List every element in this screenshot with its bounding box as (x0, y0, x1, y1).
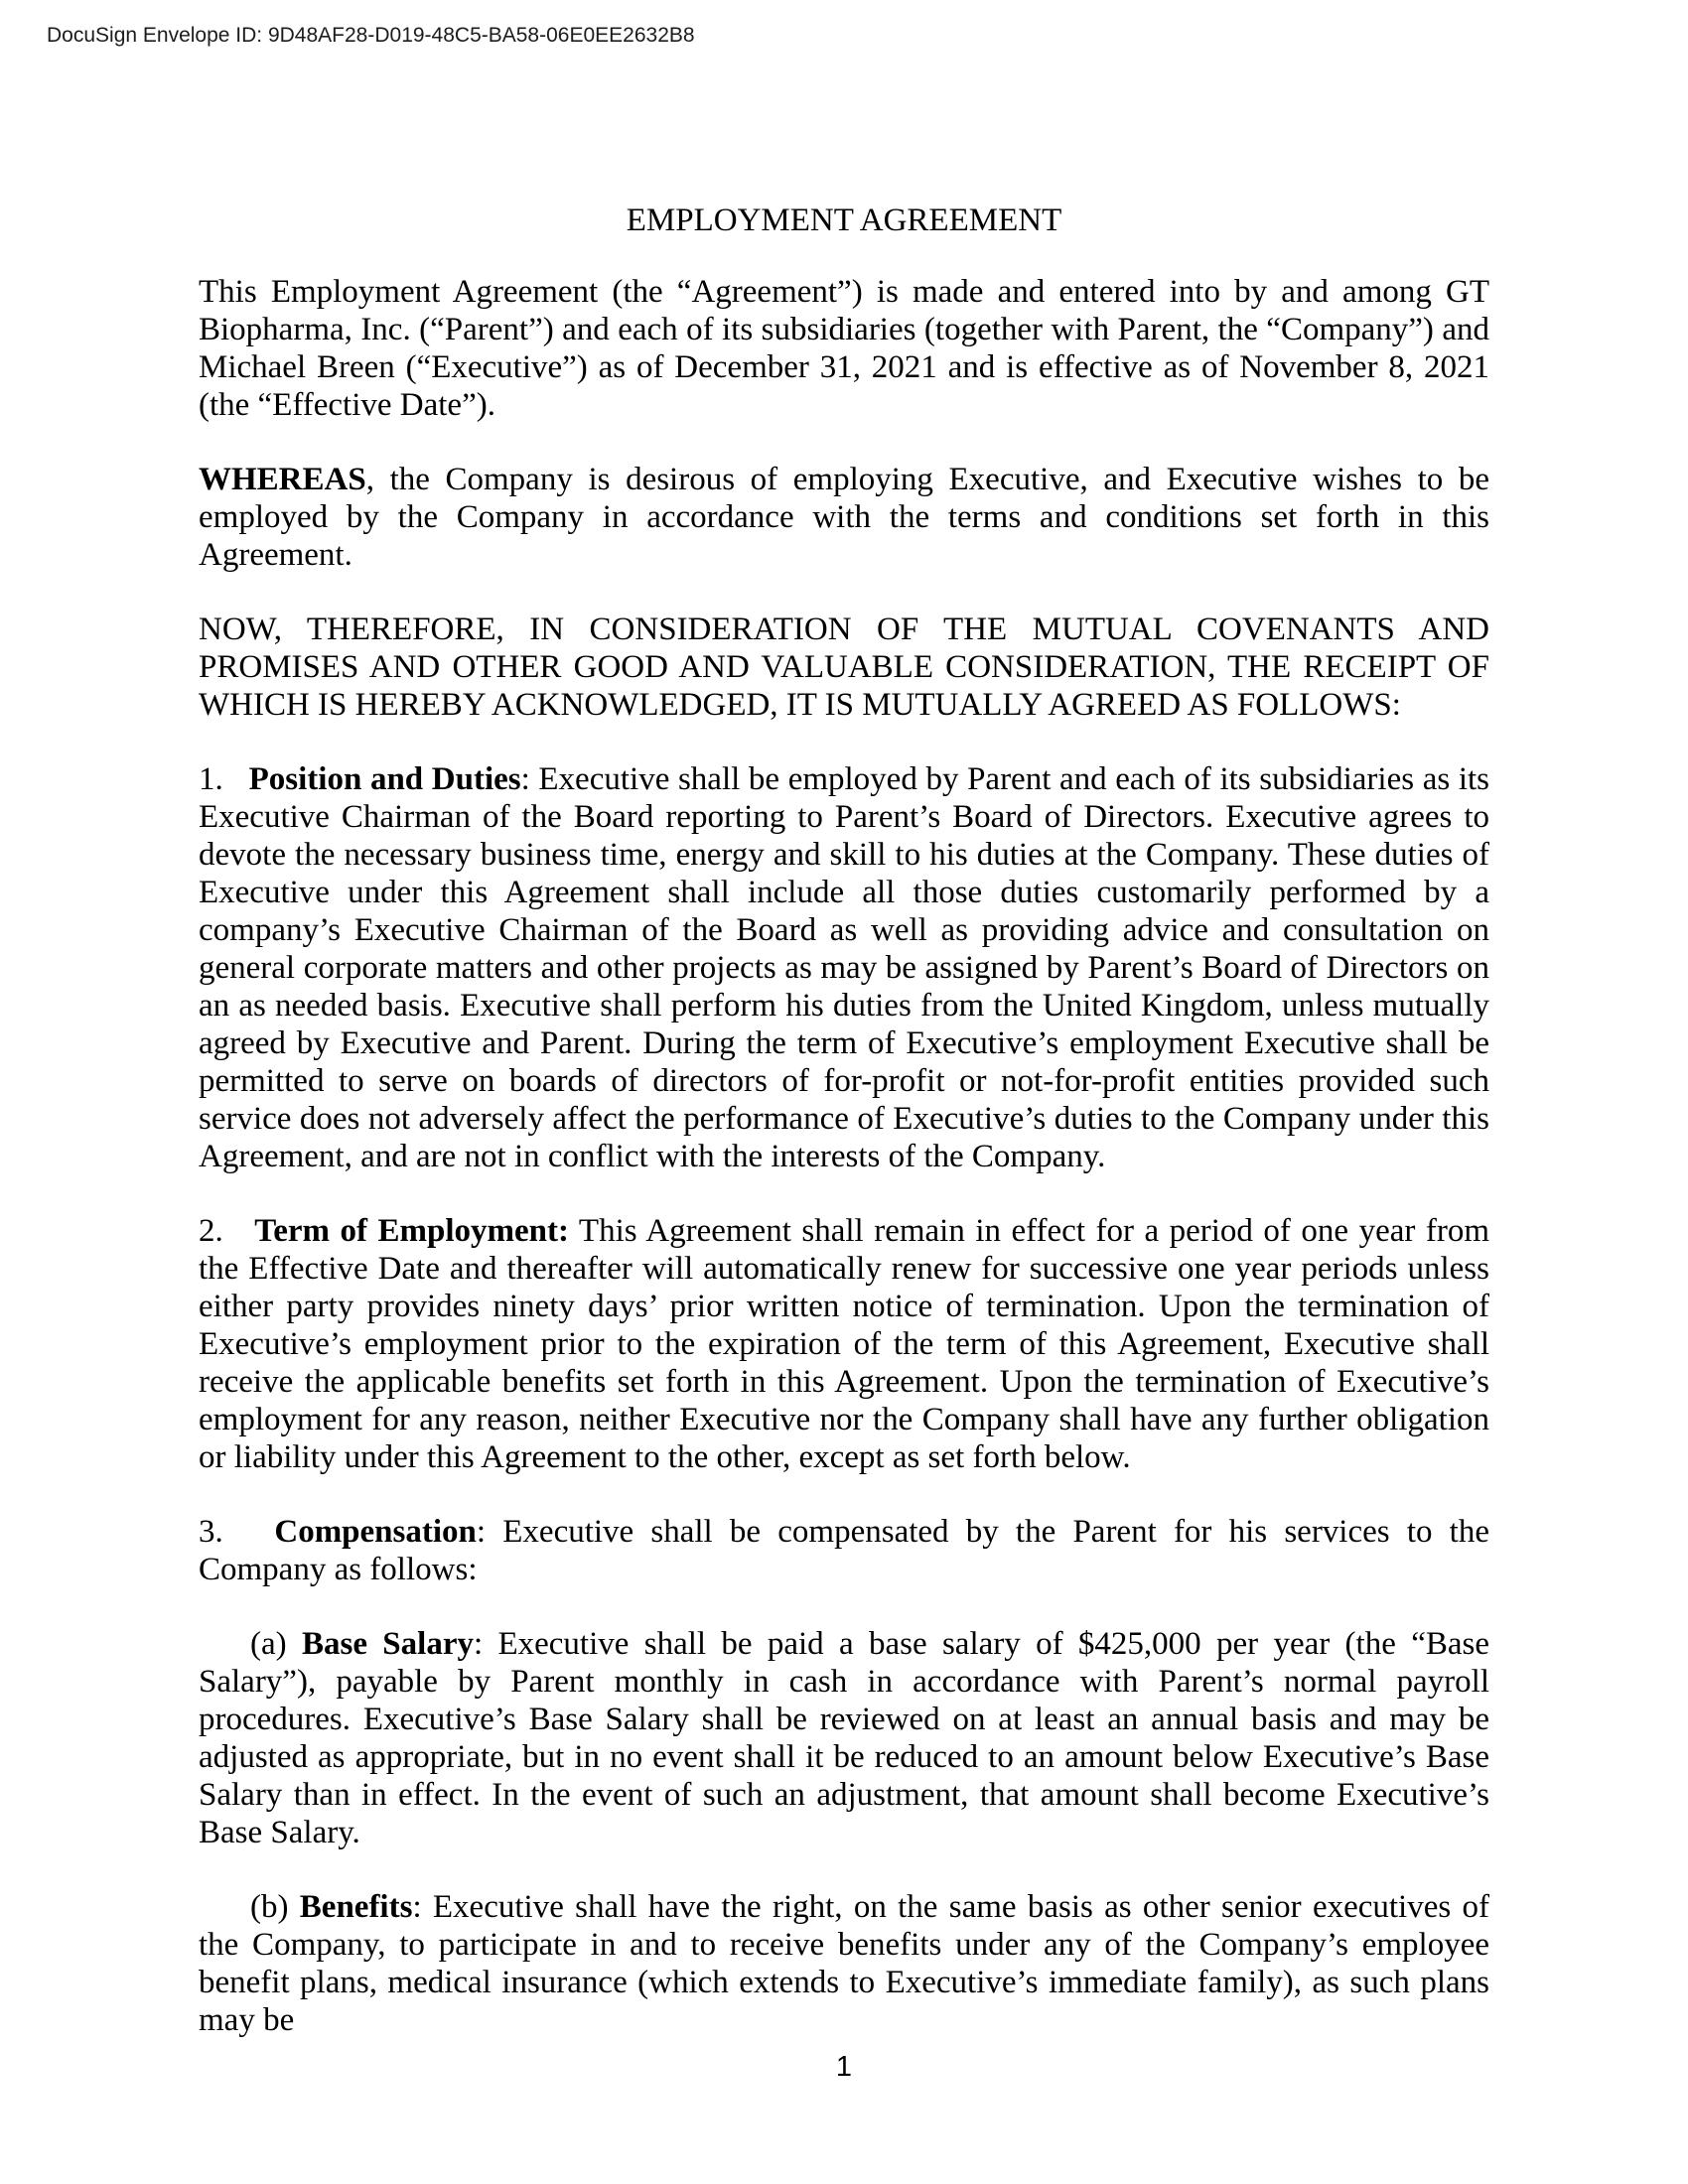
bold-text: Position and Duties (248, 761, 521, 797)
text-run: 3. (199, 1514, 275, 1550)
paragraph-section-3b-benefits (199, 1888, 1489, 2039)
text-run: This Agreement shall remain in effect for a period of one year from the Effective Date and thereafter will automatically renew for successive one year periods unless either party provides ninety days’ prior written notice of termination. Upon the termination of Executive’s employment prior to the expiration of the term of this Agreement, Executive shall receive the applicable benefits set forth in this Agreement. Upon the termination of Executive’s employment for any reason, neither Executive nor the Company shall have any further obligation or liability under this Agreement to the other, except as set forth below. (199, 1213, 1490, 1475)
page-number: 1 (835, 2051, 853, 2083)
text-run: (a) (250, 1626, 302, 1662)
document-title: EMPLOYMENT AGREEMENT (626, 203, 1062, 238)
bold-text: WHEREAS (199, 462, 366, 497)
text-run: : Executive shall be compensated by the Parent for his services to the Company as follows: (199, 1514, 1489, 1587)
text-run: : Executive shall be paid a base salary of $425,000 per year (the “Base Salary”), payable by Parent monthly in cash in accordance with Parent’s normal payroll procedures. Executive’s Base Salary shall be reviewed on at least an annual basis and may be adjusted as appropriate, but in no event shall it be reduced to an amount below Executive’s Base Salary than in effect. In the event of such an adjustment, that amount shall become Executive’s Base Salary. (199, 1626, 1489, 1850)
paragraph-now-therefore (199, 611, 1489, 724)
text-run: : Executive shall be employed by Parent and each of its subsidiaries as its Executive Chairman of the Board reporting to Parent’s Board of Directors. Executive agrees to devote the necessary business time, energy and skill to his duties at the Company. These duties of Executive under this Agreement shall include all those duties customarily performed by a company’s Executive Chairman of the Board as well as providing advice and consultation on general corporate matters and other projects as may be assigned by Parent’s Board of Directors on an as needed basis. Executive shall perform his duties from the United Kingdom, unless mutually agreed by Executive and Parent. During the term of Executive’s employment Executive shall be permitted to serve on boards of directors of for-profit or not-for-profit entities provided such service does not adversely affect the performance of Executive’s duties to the Company under this Agreement, and are not in conflict with the interests of the Company. (199, 761, 1489, 1174)
docusign-envelope-id: DocuSign Envelope ID: 9D48AF28-D019-48C5-BA58-06E0EE2632B8 (47, 24, 695, 47)
paragraph-whereas (199, 461, 1489, 574)
paragraph-section-3-compensation (199, 1513, 1489, 1588)
text-run: (b) (250, 1889, 300, 1925)
text-run: , the Company is desirous of employing Executive, and Executive wishes to be employed by the Company in accordance with the terms and conditions set forth in this Agreement. (199, 462, 1489, 573)
text-run: NOW, THEREFORE, IN CONSIDERATION OF THE MUTUAL COVENANTS AND PROMISES AND OTHER GOOD AND VALUABLE CONSIDERATION, THE RECEIPT OF WHICH IS HEREBY ACKNOWLEDGED, IT IS MUTUALLY AGREED AS FOLLOWS: (199, 612, 1489, 723)
text-run: 1. (199, 761, 249, 797)
bold-text: Term of Employment: (254, 1213, 570, 1249)
text-run: : Executive shall have the right, on the same basis as other senior executives of the Company, to participate in and to receive benefits under any of the Company’s employee benefit plans, medical insurance (which extends to Executive’s immediate family), as such plans may be (199, 1889, 1489, 2038)
paragraph-section-3a-base-salary (199, 1625, 1489, 1851)
paragraph-section-1-position-and-duties (199, 760, 1489, 1175)
document-content (199, 202, 1489, 2076)
paragraph-section-2-term-of-employment (199, 1212, 1489, 1476)
bold-text: Compensation (274, 1514, 477, 1550)
text-run: This Employment Agreement (the “Agreement”) is made and entered into by and among GT Biopharma, Inc. (“Parent”) and each of its subsidiaries (together with Parent, the “Company”) and Michael Breen (“Executive”) as of December 31, 2021 and is effective as of November 8, 2021 (the “Effective Date”). (199, 274, 1489, 423)
paragraph-intro (199, 273, 1489, 424)
text-run: 2. (199, 1213, 255, 1249)
bold-text: Benefits (299, 1889, 413, 1925)
bold-text: Base Salary (301, 1626, 474, 1662)
document-body (199, 273, 1489, 2039)
